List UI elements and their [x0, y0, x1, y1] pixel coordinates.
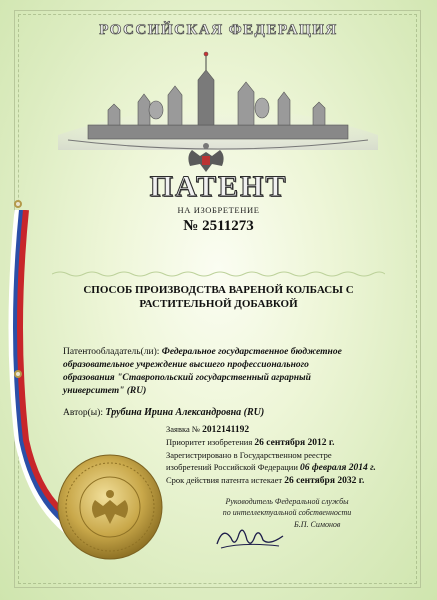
holder-value-line: Федеральное государственное бюджетное	[161, 347, 342, 357]
signatory-line: Руководитель Федеральной службы	[225, 497, 349, 506]
holder-value-line: университет" (RU)	[63, 386, 147, 396]
signatory-line: по интеллектуальной собственности	[222, 508, 352, 517]
binding-eyelet-icon	[14, 370, 22, 378]
signatory-name: Б.П. Симонов	[294, 520, 341, 529]
author-value: Трубина Ирина Александровна (RU)	[105, 407, 265, 418]
holder-value-line: образовательное учреждение высшего профессионального	[63, 360, 309, 370]
patent-author	[63, 407, 264, 418]
application-row	[166, 423, 406, 436]
application-number: 2012141192	[202, 425, 250, 435]
validity-date: 26 сентября 2032 г.	[284, 476, 365, 486]
kremlin-emblem-icon	[48, 40, 388, 180]
holder-label: Патентообладатель(ли):	[63, 347, 160, 357]
decorative-divider	[52, 270, 385, 278]
priority-date: 26 сентября 2012 г.	[254, 438, 335, 448]
priority-row	[166, 436, 406, 449]
patent-number: № 2511273	[183, 218, 254, 234]
country-heading: РОССИЙСКАЯ ФЕДЕРАЦИЯ	[99, 22, 338, 38]
registered-label: изобретений Российской Федерации	[166, 462, 298, 472]
registered-line: Зарегистрировано в Государственном реестре	[166, 450, 332, 460]
gold-seal-icon	[55, 452, 165, 562]
validity-row	[166, 474, 406, 487]
holder-value-line: образования "Ставропольский государственный аграрный	[63, 373, 311, 383]
author-label: Автор(ы):	[63, 408, 103, 418]
registered-row	[166, 461, 406, 474]
invention-title-line: СПОСОБ ПРОИЗВОДСТВА ВАРЕНОЙ КОЛБАСЫ С	[83, 284, 354, 296]
registration-details	[166, 423, 406, 487]
invention-title	[60, 283, 377, 311]
validity-label: Срок действия патента истекает	[166, 475, 283, 485]
registered-date: 06 февраля 2014 г.	[300, 463, 376, 473]
application-label: Заявка №	[166, 424, 200, 434]
patent-subtitle: НА ИЗОБРЕТЕНИЕ	[177, 205, 260, 215]
signature-icon	[213, 518, 288, 554]
patent-holder	[63, 346, 383, 398]
patent-title: ПАТЕНТ	[149, 170, 288, 203]
binding-eyelet-icon	[14, 200, 22, 208]
priority-label: Приоритет изобретения	[166, 437, 253, 447]
invention-title-line: РАСТИТЕЛЬНОЙ ДОБАВКОЙ	[139, 298, 298, 310]
signatory-title	[197, 496, 377, 518]
